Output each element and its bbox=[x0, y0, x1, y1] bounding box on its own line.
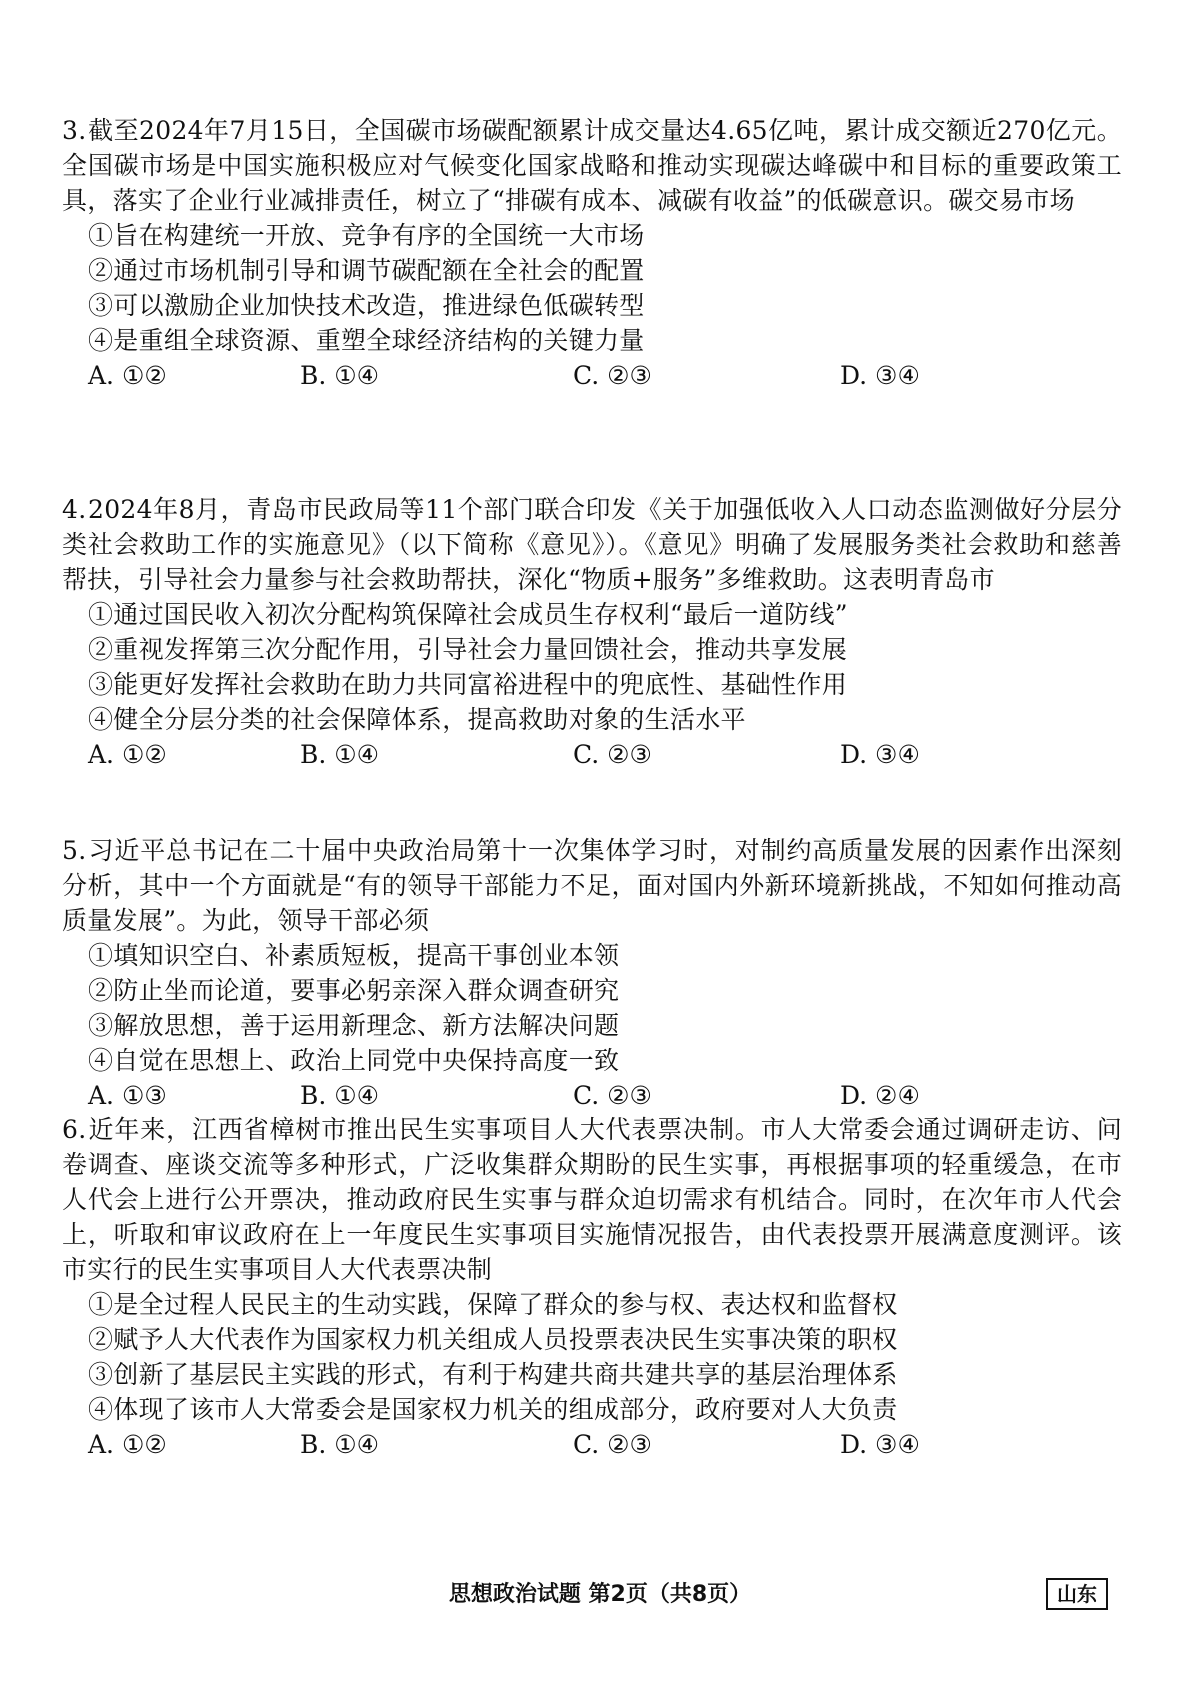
question-number: 5. bbox=[62, 836, 87, 865]
question-text: 习近平总书记在二十届中央政治局第十一次集体学习时，对制约高质量发展的因素作出深刻分析，其中一个方面就是“有的领导干部能力不足，面对国内外新环境新挑战，不知如何推动高质量发展”。为此，领导干部必须 bbox=[62, 836, 1122, 935]
statement-list bbox=[88, 597, 1122, 737]
choice-a: A. ①② bbox=[88, 740, 167, 769]
statement-item: ④自觉在思想上、政治上同党中央保持高度一致 bbox=[88, 1046, 620, 1075]
question-text: 近年来，江西省樟树市推出民生实事项目人大代表票决制。市人大常委会通过调研走访、问卷调查、座谈交流等多种形式，广泛收集群众期盼的民生实事，再根据事项的轻重缓急，在市人代会上进行公开票决，推动政府民生实事与群众迫切需求有机结合。同时，在次年市人代会上，听取和审议政府在上一年度民生实事项目实施情况报告，由代表投票开展满意度测评。该市实行的民生实事项目人大代表票决制 bbox=[62, 1115, 1122, 1284]
choice-d: D. ③④ bbox=[840, 1430, 920, 1459]
statement-item: ③创新了基层民主实践的形式，有利于构建共商共建共享的基层治理体系 bbox=[88, 1360, 898, 1389]
statement-item: ④健全分层分类的社会保障体系，提高救助对象的生活水平 bbox=[88, 705, 746, 734]
question-5 bbox=[62, 833, 1122, 1113]
statement-item: ②重视发挥第三次分配作用，引导社会力量回馈社会，推动共享发展 bbox=[88, 635, 848, 664]
statement-item: ②通过市场机制引导和调节碳配额在全社会的配置 bbox=[88, 256, 645, 285]
question-6 bbox=[62, 1112, 1122, 1462]
statement-item: ①旨在构建统一开放、竞争有序的全国统一大市场 bbox=[88, 221, 645, 250]
statement-item: ②防止坐而论道，要事必躬亲深入群众调查研究 bbox=[88, 976, 620, 1005]
choice-b: B. ①④ bbox=[300, 1081, 380, 1110]
question-stem bbox=[62, 492, 1122, 597]
question-number: 3. bbox=[62, 116, 87, 145]
statement-item: ②赋予人大代表作为国家权力机关组成人员投票表决民生实事决策的职权 bbox=[88, 1325, 898, 1354]
question-4 bbox=[62, 492, 1122, 772]
question-text: 截至2024年7月15日，全国碳市场碳配额累计成交量达4.65亿吨，累计成交额近270亿元。全国碳市场是中国实施积极应对气候变化国家战略和推动实现碳达峰碳中和目标的重要政策工具，落实了企业行业减排责任，树立了“排碳有成本、减碳有收益”的低碳意识。碳交易市场 bbox=[62, 116, 1122, 215]
choice-d: D. ③④ bbox=[840, 361, 920, 390]
answer-choices bbox=[88, 1078, 1122, 1113]
page-footer bbox=[0, 1578, 1200, 1618]
answer-choices bbox=[88, 737, 1122, 772]
statement-item: ④体现了该市人大常委会是国家权力机关的组成部分，政府要对人大负责 bbox=[88, 1395, 898, 1424]
choice-d: D. ②④ bbox=[840, 1081, 920, 1110]
answer-choices bbox=[88, 1427, 1122, 1462]
statement-item: ④是重组全球资源、重塑全球经济结构的关键力量 bbox=[88, 326, 645, 355]
choice-a: A. ①② bbox=[88, 361, 167, 390]
statement-item: ③可以激励企业加快技术改造，推进绿色低碳转型 bbox=[88, 291, 645, 320]
question-stem bbox=[62, 113, 1122, 218]
statement-list bbox=[88, 1287, 1122, 1427]
choice-c: C. ②③ bbox=[573, 361, 652, 390]
question-stem bbox=[62, 833, 1122, 938]
question-3 bbox=[62, 113, 1122, 393]
choice-b: B. ①④ bbox=[300, 1430, 380, 1459]
choice-c: C. ②③ bbox=[573, 1430, 652, 1459]
statement-list bbox=[88, 218, 1122, 358]
question-number: 6. bbox=[62, 1115, 87, 1144]
statement-item: ③能更好发挥社会救助在助力共同富裕进程中的兜底性、基础性作用 bbox=[88, 670, 848, 699]
answer-choices bbox=[88, 358, 1122, 393]
statement-item: ①通过国民收入初次分配构筑保障社会成员生存权利“最后一道防线” bbox=[88, 600, 848, 629]
statement-item: ①填知识空白、补素质短板，提高干事创业本领 bbox=[88, 941, 620, 970]
region-badge: 山东 bbox=[1046, 1578, 1108, 1610]
choice-b: B. ①④ bbox=[300, 361, 380, 390]
question-text: 2024年8月，青岛市民政局等11个部门联合印发《关于加强低收入人口动态监测做好分层分类社会救助工作的实施意见》（以下简称《意见》）。《意见》明确了发展服务类社会救助和慈善帮扶，引导社会力量参与社会救助帮扶，深化“物质+服务”多维救助。这表明青岛市 bbox=[62, 495, 1122, 594]
choice-c: C. ②③ bbox=[573, 740, 652, 769]
choice-a: A. ①② bbox=[88, 1430, 167, 1459]
choice-d: D. ③④ bbox=[840, 740, 920, 769]
statement-item: ③解放思想，善于运用新理念、新方法解决问题 bbox=[88, 1011, 620, 1040]
choice-b: B. ①④ bbox=[300, 740, 380, 769]
statement-item: ①是全过程人民民主的生动实践，保障了群众的参与权、表达权和监督权 bbox=[88, 1290, 898, 1319]
choice-c: C. ②③ bbox=[573, 1081, 652, 1110]
question-number: 4. bbox=[62, 495, 87, 524]
statement-list bbox=[88, 938, 1122, 1078]
footer-title: 思想政治试题 第2页（共8页） bbox=[448, 1582, 752, 1607]
question-stem bbox=[62, 1112, 1122, 1287]
choice-a: A. ①③ bbox=[88, 1081, 167, 1110]
